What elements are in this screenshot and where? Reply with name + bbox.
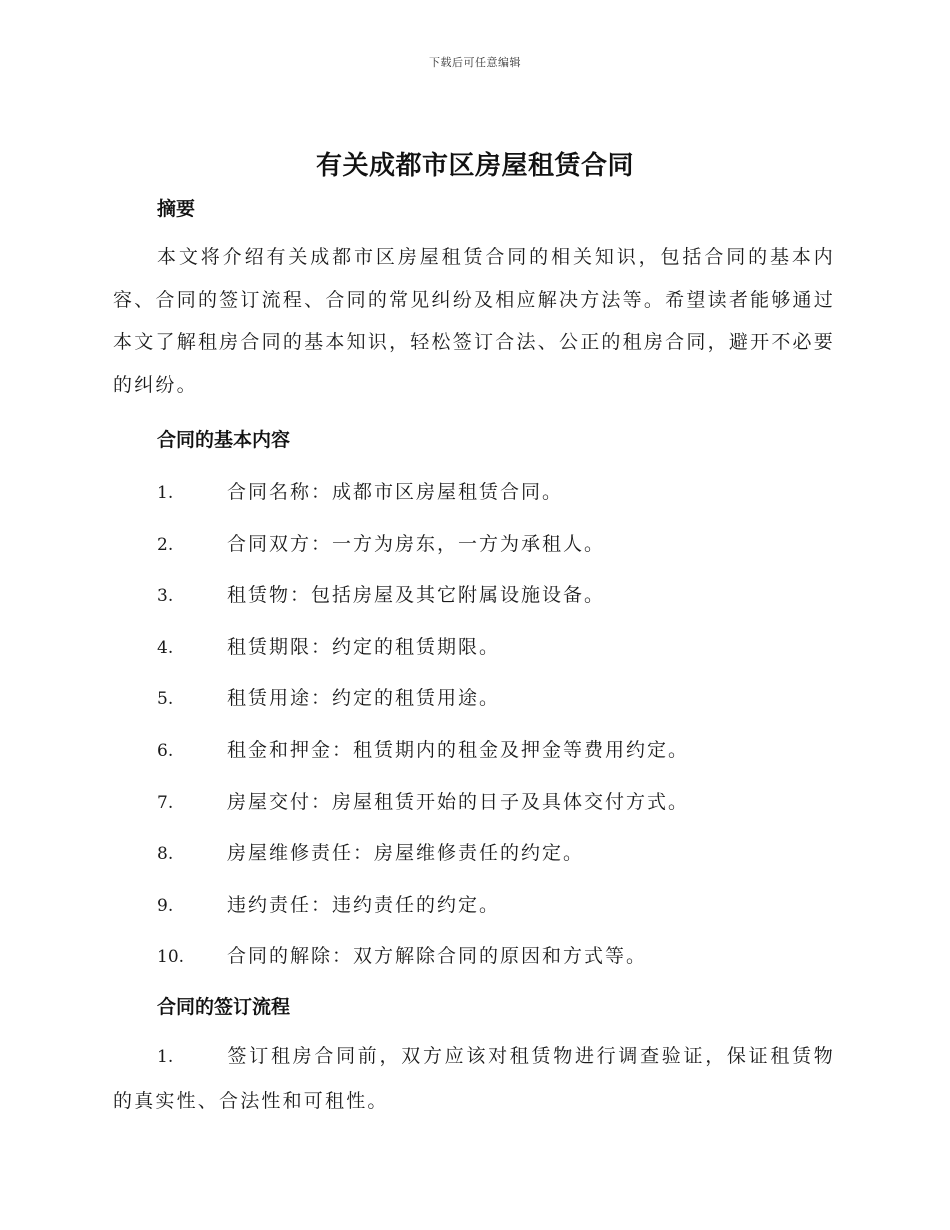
list-item-number: 6. (157, 741, 174, 761)
list-item (157, 890, 500, 917)
list-item-number: 5. (157, 689, 174, 709)
list-item (157, 632, 500, 659)
list-item-number: 1. (157, 483, 174, 503)
list-item-number: 3. (157, 586, 174, 606)
list-item-text: 租赁期限：约定的租赁期限。 (227, 636, 501, 658)
process-step-text: 签订租房合同前，双方应该对租赁物进行调查验证，保证租赁物的真实性、合法性和可租性。 (113, 1045, 835, 1112)
list-item-number: 10. (157, 947, 185, 967)
abstract-heading: 摘要 (157, 198, 196, 220)
header-note: 下载后可任意编辑 (429, 56, 521, 69)
list-item-text: 违约责任：违约责任的约定。 (227, 894, 501, 916)
list-item (157, 580, 605, 607)
process-step-number: 1. (157, 1047, 174, 1067)
list-item (157, 529, 605, 556)
list-item-number: 7. (157, 793, 174, 813)
list-item-text: 合同双方：一方为房东，一方为承租人。 (227, 533, 606, 555)
basic-content-heading: 合同的基本内容 (157, 429, 291, 451)
process-step (113, 1034, 835, 1123)
list-item-text: 租赁用途：约定的租赁用途。 (227, 687, 501, 709)
list-item (157, 838, 584, 865)
list-item-text: 合同的解除：双方解除合同的原因和方式等。 (227, 945, 648, 967)
list-item-text: 租赁物：包括房屋及其它附属设施设备。 (227, 584, 606, 606)
signing-process-heading: 合同的签订流程 (157, 996, 291, 1018)
list-item-text: 合同名称：成都市区房屋租赁合同。 (227, 481, 564, 503)
list-item-text: 租金和押金：租赁期内的租金及押金等费用约定。 (227, 739, 690, 761)
list-item (157, 683, 500, 710)
abstract-paragraph: 本文将介绍有关成都市区房屋租赁合同的相关知识，包括合同的基本内容、合同的签订流程、合同的常见纠纷及相应解决方法等。希望读者能够通过本文了解租房合同的基本知识，轻松签订合法、公正的租房合同，避开不必要的纠纷。 (113, 246, 835, 396)
list-item-number: 2. (157, 535, 174, 555)
list-item (157, 477, 563, 504)
list-item-number: 4. (157, 638, 174, 658)
list-item (157, 787, 689, 814)
list-item (157, 735, 689, 762)
list-item-number: 8. (157, 844, 174, 864)
list-item (157, 941, 647, 968)
list-item-text: 房屋交付：房屋租赁开始的日子及具体交付方式。 (227, 791, 690, 813)
list-item-number: 9. (157, 896, 174, 916)
list-item-text: 房屋维修责任：房屋维修责任的约定。 (227, 842, 585, 864)
document-title: 有关成都市区房屋租赁合同 (315, 151, 634, 181)
